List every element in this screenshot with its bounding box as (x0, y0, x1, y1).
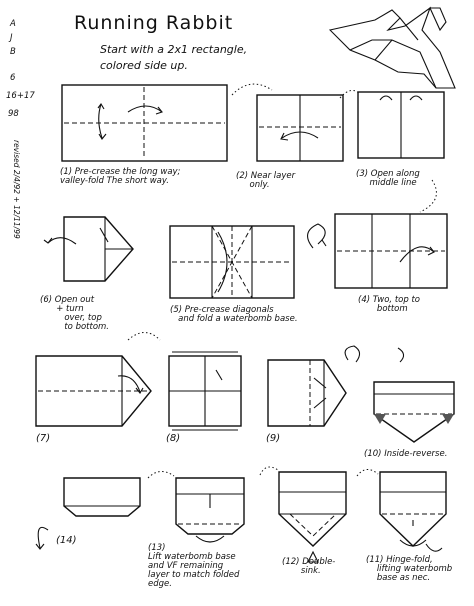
step-3-caption: (3) Open along middle line (356, 169, 420, 188)
step-text: Hinge-fold, (386, 555, 433, 565)
step-11-diagram (380, 472, 446, 551)
step-4-caption: (4) Two, top to bottom (358, 295, 421, 314)
margin-letter-j: J (10, 33, 13, 43)
step-text: lifting waterbomb (376, 563, 453, 574)
step-10-caption: (10) Inside-reverse. (364, 449, 448, 459)
step-number: 6 (43, 295, 49, 305)
rabbit-illustration (330, 8, 455, 88)
step-5-caption: (5) Pre-crease diagonals and fold a waterbomb base. (170, 305, 298, 324)
margin-letter-a: A (10, 19, 16, 29)
margin-letter-b: B (10, 47, 16, 57)
step-text: over, top (64, 312, 102, 323)
step-number: 10 (367, 449, 379, 459)
step-text: Inside-reverse. (384, 449, 448, 459)
step-2-caption: (2) Near layer only. (236, 171, 296, 190)
step-text: bottom (376, 303, 408, 314)
step-number: 3 (359, 169, 365, 179)
step-7-diagram (36, 356, 151, 426)
subtitle-line-2: colored side up. (100, 59, 188, 72)
step-text: Near layer (250, 171, 296, 181)
step-text: and fold a waterbomb base. (178, 313, 298, 324)
step-text: base as nec. (376, 572, 431, 583)
step-12-caption: (12) Double- sink. (282, 557, 336, 576)
step-2-diagram (257, 95, 343, 161)
step-4-diagram (335, 214, 447, 288)
step-7-caption: (7) (36, 433, 51, 444)
step-text: to bottom. (64, 321, 110, 332)
step-text: + turn (56, 303, 84, 314)
step-number: 4 (361, 295, 367, 305)
step-text: valley-fold The short way. (60, 175, 169, 186)
step-text: sink. (300, 565, 321, 576)
step-text: Lift waterbomb base (148, 551, 236, 562)
step-9-caption: (9) (266, 433, 281, 444)
step-3-diagram (358, 92, 444, 158)
step-5-diagram (170, 226, 294, 298)
step-number: 9 (269, 433, 277, 444)
step-number: 2 (239, 171, 245, 181)
step-number: 5 (173, 305, 179, 315)
step-13-diagram (176, 478, 244, 542)
step-text: only. (249, 179, 270, 190)
step-1-caption: (1) Pre-crease the long way; valley-fold The short way. (60, 167, 181, 186)
margin-note-1: 6 (10, 73, 16, 83)
step-number: 1 (63, 167, 69, 177)
step-number: 7 (39, 433, 47, 444)
margin-revised-note: revised 2/4/92 + 12/11/99 (12, 140, 21, 239)
step-number: 8 (169, 433, 177, 444)
step-number: 13 (151, 543, 163, 553)
step-12-diagram (279, 472, 346, 562)
step-number: 14 (59, 535, 73, 546)
step-1-diagram (62, 85, 227, 161)
step-9-diagram (268, 360, 346, 426)
page-title: Running Rabbit (74, 12, 234, 34)
margin-note-3: 98 (8, 109, 19, 119)
step-number: 11 (369, 555, 381, 565)
step-text: Pre-crease the long way; (74, 167, 181, 177)
step-8-caption: (8) (166, 433, 181, 444)
step-11-caption: (11) Hinge-fold, lifting waterbomb base as nec. (366, 555, 453, 583)
step-6-caption: (6) Open out + turn over, top to bottom. (40, 295, 110, 332)
step-text: Double- (302, 557, 336, 567)
step-6-diagram (44, 217, 133, 281)
step-text: Open out (54, 295, 95, 305)
step-text: Open along (370, 169, 420, 179)
step-14-diagram (36, 478, 140, 549)
step-13-caption: (13) Lift waterbomb base and VF remaining layer to match folded edge. (148, 543, 240, 589)
step-text: Two, top to (372, 295, 421, 305)
subtitle-line-1: Start with a 2x1 rectangle, (100, 43, 248, 56)
step-number: 12 (285, 557, 297, 567)
step-text: edge. (148, 578, 172, 589)
margin-note-2: 16+17 (6, 91, 35, 101)
step-text: middle line (369, 177, 417, 188)
step-8-diagram (169, 352, 241, 430)
step-text: layer to match folded (148, 569, 240, 580)
step-10-diagram (374, 382, 454, 442)
step-14-caption: (14) (56, 535, 77, 546)
step-text: and VF remaining (148, 560, 224, 571)
step-text: Pre-crease diagonals (184, 305, 274, 315)
